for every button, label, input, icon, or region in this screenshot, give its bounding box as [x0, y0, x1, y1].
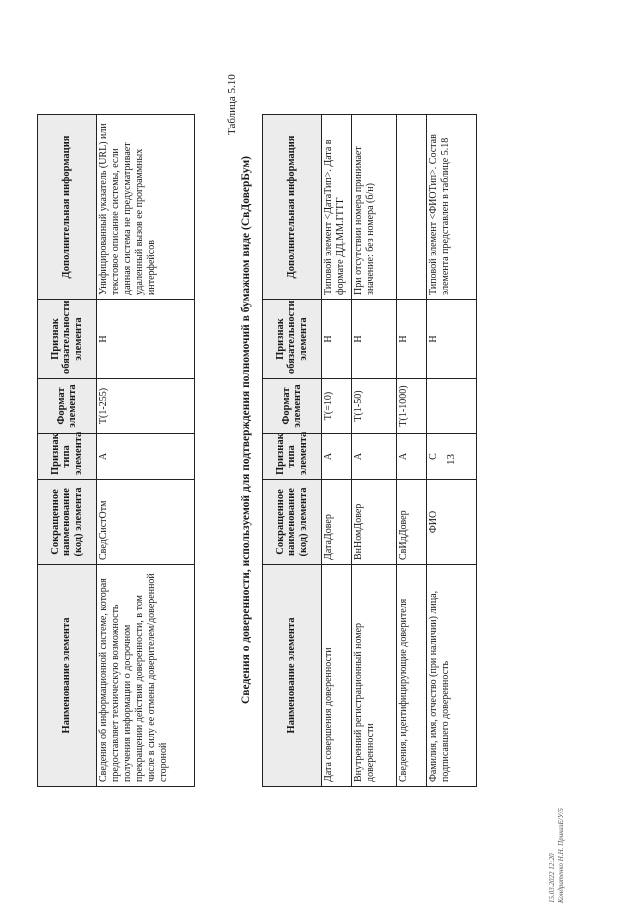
table-label: Таблица 5.10	[226, 74, 238, 135]
cell-info: Типовой элемент <ДатаТип>. Дата в формате ДД.ММ.ГГГГ	[322, 115, 352, 300]
column-header-code: Сокращенное наименование (код) элемента	[38, 480, 97, 565]
cell-name: Фамилия, имя, отчество (при наличии) лица, подписавшего доверенность	[427, 565, 477, 787]
column-header-required: Признак обязательности элемента	[263, 300, 322, 379]
cell-required: Н	[352, 300, 397, 379]
column-header-code: Сокращенное наименование (код) элемента	[263, 480, 322, 565]
column-header-format: Формат элемента	[38, 379, 97, 434]
cell-name: Сведения, идентифицирующие доверителя	[397, 565, 427, 787]
column-header-type: Признак типа элемента	[38, 434, 97, 480]
table-row	[322, 115, 352, 787]
cell-code: СведСистОтм	[97, 480, 195, 565]
column-header-type: Признак типа элемента	[263, 434, 322, 480]
top-table-header	[38, 115, 97, 787]
stamp-line-datetime: 15.03.2022 12:20	[548, 853, 556, 903]
top-table	[37, 114, 195, 787]
cell-required: Н	[397, 300, 427, 379]
cell-type: А	[352, 434, 397, 480]
cell-required: Н	[427, 300, 477, 379]
table-row	[397, 115, 427, 787]
cell-name: Дата совершения доверенности	[322, 565, 352, 787]
table-heading: Сведения о доверенности, используемой для подтверждения полномочий в бумажном виде (СвДоверБум)	[240, 156, 252, 705]
table-5-10	[262, 114, 477, 787]
column-header-format: Формат элемента	[263, 379, 322, 434]
cell-format: T(1-50)	[352, 379, 397, 434]
cell-info: Унифицированный указатель (URL) или текстовое описание системы, если данная система не предусматривает удаленный вызов ее программных интерфейсов	[97, 115, 195, 300]
cell-code: СвИдДовер	[397, 480, 427, 565]
bottom-table-header	[263, 115, 322, 787]
column-header-required: Признак обязательности элемента	[38, 300, 97, 379]
cell-type: С	[427, 434, 477, 480]
cell-required: Н	[97, 300, 195, 379]
table-row	[97, 115, 195, 787]
column-header-info: Дополнительная информация	[263, 115, 322, 300]
cell-code: ДатаДовер	[322, 480, 352, 565]
column-header-name: Наименование элемента	[263, 565, 322, 787]
cell-info	[397, 115, 427, 300]
cell-format	[427, 379, 477, 434]
cell-type: А	[397, 434, 427, 480]
cell-format: T(=10)	[322, 379, 352, 434]
column-header-info: Дополнительная информация	[38, 115, 97, 300]
cell-info: Типовой элемент <ФИОТип>. Состав элемента представлен в таблице 5.18	[427, 115, 477, 300]
cell-format: T(1-1000)	[397, 379, 427, 434]
cell-code: ФИО	[427, 480, 477, 565]
cell-info: При отсутствии номера принимает значение: без номера (б/н)	[352, 115, 397, 300]
table-row	[427, 115, 477, 787]
cell-name: Внутренний регистрационный номер доверенности	[352, 565, 397, 787]
signature-stamp	[548, 808, 566, 903]
column-header-name: Наименование элемента	[38, 565, 97, 787]
cell-type: А	[97, 434, 195, 480]
cell-code: ВнНомДовер	[352, 480, 397, 565]
cell-required: Н	[322, 300, 352, 379]
table-row	[352, 115, 397, 787]
cell-name: Сведения об информационной системе, которая предоставляет техническую возможность получения информации о досрочном прекращении действия доверенности, в том числе в силу ее отмены доверителем/доверенной стороной	[97, 565, 195, 787]
cell-type: А	[322, 434, 352, 480]
stamp-line-signer: Кондратенко Н.Н. ПриказЕ/У/5	[557, 808, 565, 903]
cell-format: T(1-255)	[97, 379, 195, 434]
page-number: 13	[445, 454, 457, 465]
